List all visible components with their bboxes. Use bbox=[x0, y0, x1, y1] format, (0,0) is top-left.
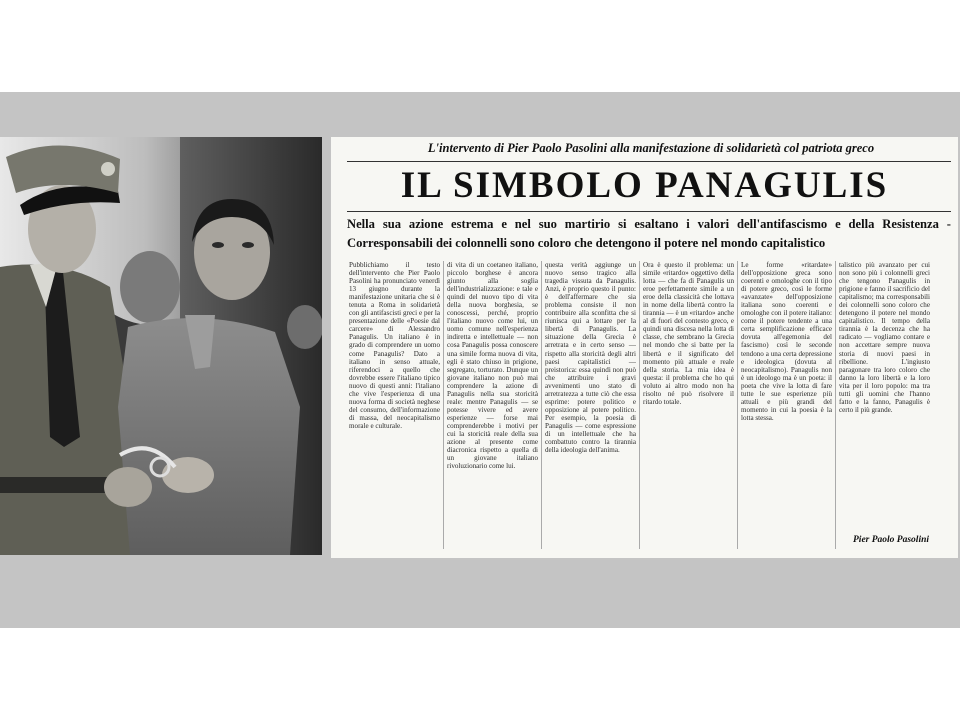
headline-rule bbox=[347, 211, 951, 212]
column-divider bbox=[639, 261, 640, 549]
column-divider bbox=[443, 261, 444, 549]
article-kicker: L'intervento di Pier Paolo Pasolini alla manifestazione di solidarietà col patriota greco bbox=[427, 141, 875, 155]
guard-hand bbox=[104, 467, 152, 507]
article-column-4: Ora è questo il problema: un simile «ritardo» oggettivo della lotta — che fa di Panagulis un eroe perfettamente simile a un eroe della classicità che lottava in nome della libertà contro la tirannia — è un «ritardo» anche al di fuori del contesto greco, e quindi una discesa nella lotta di classe, che sembrano la Grecia nel mondo che si batte per la libertà e il significato del momento più attuale e reale della storia. La mia idea è questa: il problema che ho qui voluto ai altro modo non ha risolto né può risolvere il ritardo totale. bbox=[643, 261, 734, 406]
column-divider bbox=[541, 261, 542, 549]
column-divider bbox=[835, 261, 836, 549]
article-column-2: di vita di un coetaneo italiano, piccolo borghese è ancora giunto alla soglia dell'industrializzazione: e tale e quindi del nuovo tipo di vita della nuova borghesia, se conoscessi, perché, proprio l'italiano nuovo come lui, un uomo comune nell'esperienza indiretta e intellettuale — non cosa Panagulis possa conoscere una simile forma nuova di vita, egli è stato chiuso in prigione, segregato, torturato. Dunque un giovane italiano non può mai comprendere la azione di Panagulis nella sua storicità reale: mentre Panagulis — se potesse vivere ed avere esperienze — forse mai comprenderebbe i motivi per cui la storicità reale della sua azione al presente come diacronica rispetto a quella di un giovane italiano rivoluzionario come lui. bbox=[447, 261, 538, 471]
cap-badge-icon bbox=[101, 162, 115, 176]
guard-belt bbox=[0, 477, 112, 493]
article-subhead: Nella sua azione estrema e nel suo martirio si esaltano i valori dell'antifascismo e della Resistenza - Corresponsabili dei colonnelli sono coloro che detengono il potere nel mondo capitalistico bbox=[347, 217, 951, 250]
background-face-right bbox=[287, 305, 322, 349]
historical-photo bbox=[0, 137, 322, 555]
prisoner-eye-right bbox=[242, 242, 254, 248]
article-column-5: Le forme «ritardate» dell'opposizione greca sono coerenti e omologhe con il tipo di potere greco, così le forme «avanzate» dell'opposizione italiana sono coerenti e omologhe con il potere italiano: come il potere tendente a una certa semplificazione efficace dovuta all'egemonia del fascismo) così le seconde tendono a una certa depressione e ideologica (dovuta al neocapitalismo). Panagulis non è un ideologo ma è un poeta: il poeta che vive la lotta di fare tutte le sue esperienze più attuali e più grandi del momento in cui la poesia è la lotta stessa. bbox=[741, 261, 832, 422]
column-divider bbox=[737, 261, 738, 549]
article-signature: Pier Paolo Pasolini bbox=[853, 535, 929, 545]
article-headline: IL SIMBOLO PANAGULIS bbox=[400, 165, 889, 206]
article-column-6: talistico più avanzato per cui non sono più i colonnelli greci che tengono Panagulis in prigione e fanno il sacrificio del capitalismo; ma corresponsabili dei colonnelli sono coloro che detengono il potere nel mondo capitalistico. Il tempo della tirannia è la decenza che ha radicato — vogliamo contare e non accettare sempre nuova storia di nuovi paesi in ribellione. L'ingiusto paragonare tra loro coloro che danno la loro libertà e la loro vita per il loro popolo: ma tra tutti gli uomini che l'hanno fatto e la fanno, Panagulis è certo il più grande. bbox=[839, 261, 930, 414]
kicker-rule bbox=[347, 161, 951, 162]
photo-illustration bbox=[0, 137, 322, 555]
article-column-1: Pubblichiamo il testo dell'intervento che Pier Paolo Pasolini ha pronunciato venerdì 13 giugno durante la manifestazione unitaria che si è tenuta a Roma in solidarietà con gli antifascisti greci e per la presentazione delle «Poesie dal carcere» di Alessandro Panagulis. Un italiano è in grado di comprendere un uomo come Panagulis? Dato a italiano in senso attuale, riferendoci a quello che dovrebbe essere l'italiano tipico nuovo di questi anni: l'italiano che vive l'esperienza di una nuova forma di società neghese del consumo, dell'informazione di massa, del neocapitalismo morale e culturale. bbox=[349, 261, 440, 430]
prisoner-eye-left bbox=[212, 242, 224, 248]
newspaper-clipping bbox=[331, 137, 958, 558]
background-face bbox=[120, 251, 180, 323]
article-column-3: questa verità aggiunge un nuovo senso tragico alla tragedia vissuta da Panagulis. Anzi, è proprio questo il punto: è dell'affermare che sia problema consiste il non contribuire alla sconfitta che si riunisca qui a lottare per la libertà di Panagulis. La situazione della Grecia è arretrata e in certo senso — rispetto alla storicità degli altri paesi capitalistici — preistorica: essa quindi non può che attribuire i gravi avvenimenti uno stato di arretratezza a tutte ciò che essa esprime: potere politico e opposizione al potere politico. Per esempio, la poesia di Panagulis — come espressione di un intellettuale che ha combattuto contro la tirannia della ideologia dell'anima. bbox=[545, 261, 636, 455]
